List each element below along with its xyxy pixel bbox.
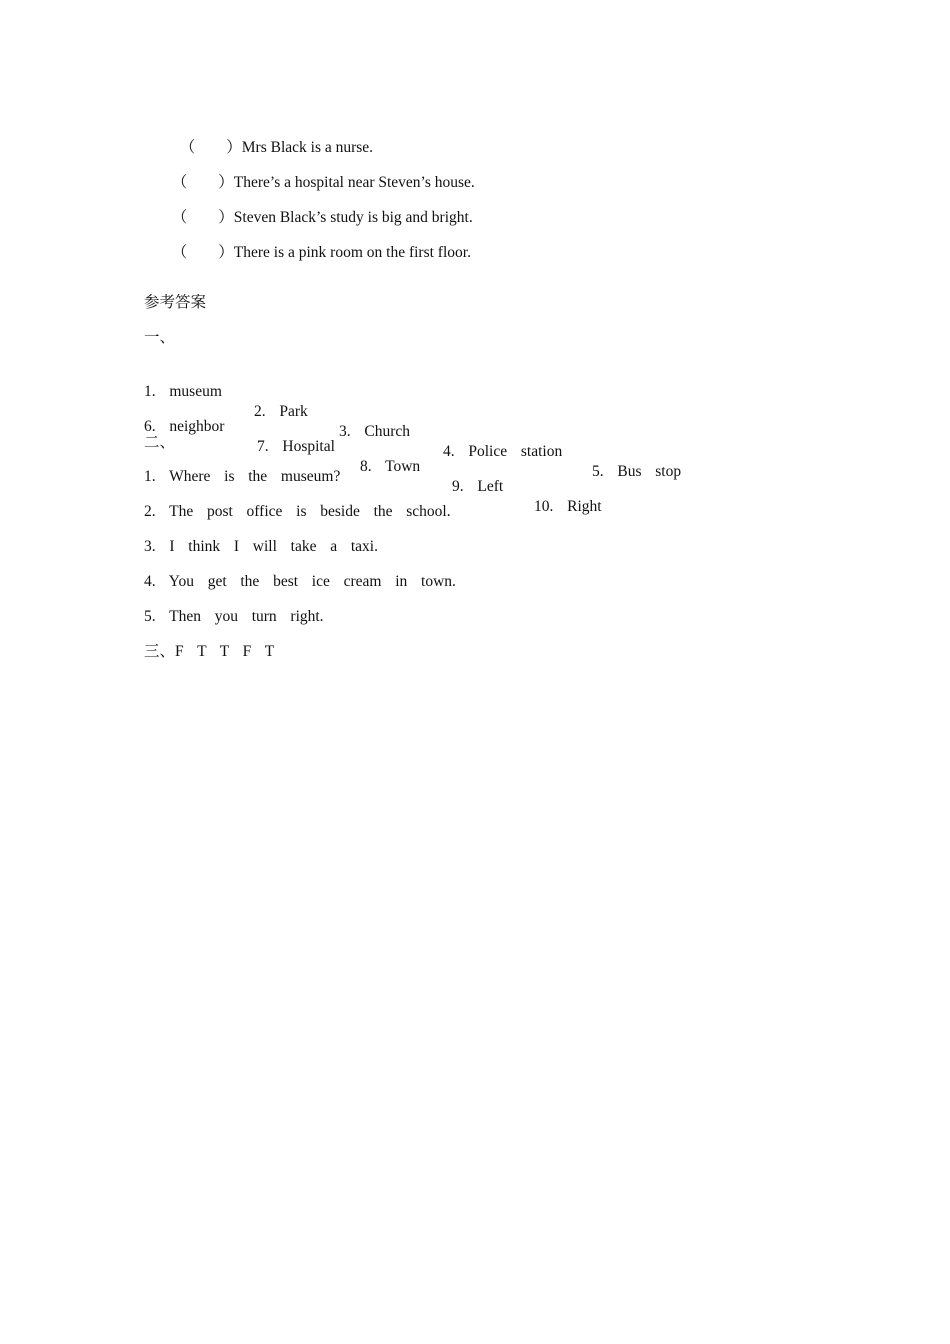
answer-item: 5. Bus stop bbox=[592, 463, 682, 480]
tf-statement bbox=[164, 153, 475, 193]
answer-sentence: 1. Where is the museum? bbox=[144, 468, 341, 485]
answer-item: 3. Church bbox=[339, 423, 411, 440]
answer-sentence: 3. I think I will take a taxi. bbox=[144, 538, 378, 555]
answer-blank[interactable]: （ ） bbox=[179, 139, 242, 156]
tf-statement bbox=[164, 188, 473, 228]
section-one-heading: 一、 bbox=[144, 329, 176, 346]
answer-blank[interactable]: （ ） bbox=[171, 244, 234, 261]
section-two-heading: 二、 bbox=[144, 434, 176, 451]
answer-item: 10. Right bbox=[534, 498, 602, 515]
tf-statement bbox=[164, 223, 471, 263]
answer-sentence: 2. The post office is beside the school. bbox=[144, 503, 451, 520]
statement-text: There’s a hospital near Steven’s house. bbox=[233, 174, 475, 191]
answer-blank[interactable]: （ ） bbox=[171, 209, 234, 226]
answer-key-title: 参考答案 bbox=[144, 294, 207, 311]
answer-item: 8. Town bbox=[360, 458, 421, 475]
answer-item: 7. Hospital bbox=[257, 438, 335, 455]
answer-blank[interactable]: （ ） bbox=[171, 174, 234, 191]
answer-item: 1. museum bbox=[144, 383, 222, 400]
answer-item: 6. neighbor bbox=[144, 418, 225, 435]
section-three-answers: 三、F T T F T bbox=[144, 643, 275, 660]
answer-item: 4. Police station bbox=[443, 443, 563, 460]
tf-statement bbox=[172, 118, 373, 158]
answer-sentence: 5. Then you turn right. bbox=[144, 608, 324, 625]
statement-text: Steven Black’s study is big and bright. bbox=[233, 209, 473, 226]
answer-sentence: 4. You get the best ice cream in town. bbox=[144, 573, 456, 590]
statement-text: There is a pink room on the first floor. bbox=[233, 244, 471, 261]
answer-item: 2. Park bbox=[254, 403, 308, 420]
statement-text: Mrs Black is a nurse. bbox=[241, 139, 374, 156]
answer-item: 9. Left bbox=[452, 478, 504, 495]
